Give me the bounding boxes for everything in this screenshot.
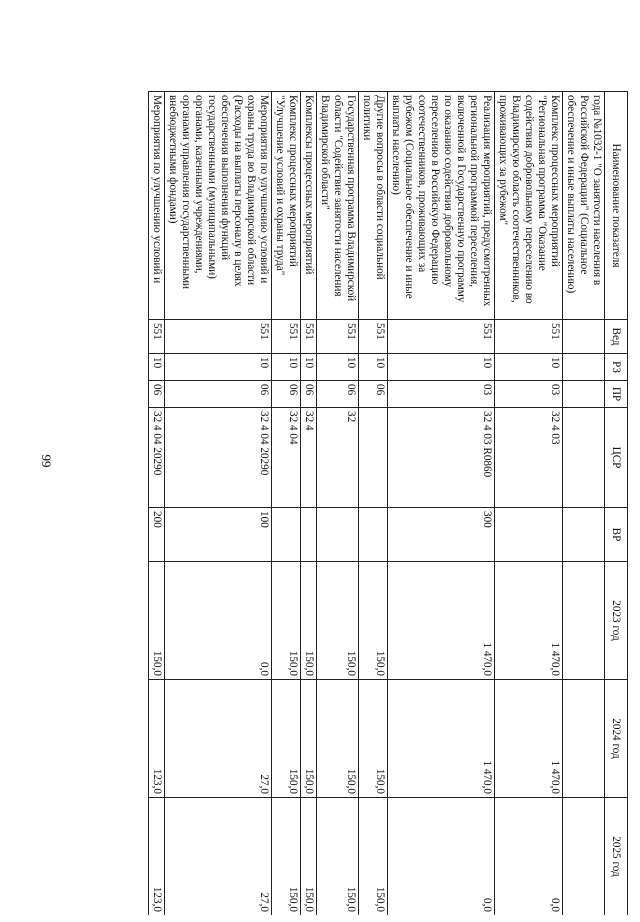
- cell-2024: 1 470,0: [388, 680, 495, 798]
- cell-vr: 200: [149, 508, 165, 562]
- cell-csr: [563, 408, 605, 508]
- cell-vr: [301, 508, 317, 562]
- cell-2023: [563, 562, 605, 680]
- cell-vr: [317, 508, 359, 562]
- header-vr: ВР: [605, 508, 628, 562]
- cell-vr: [359, 508, 388, 562]
- cell-rz: 10: [149, 354, 165, 381]
- cell-ved: 551: [388, 320, 495, 354]
- table-row: [165, 92, 272, 916]
- cell-vr: [272, 508, 301, 562]
- cell-pr: 03: [495, 381, 563, 408]
- table-row: [359, 92, 388, 916]
- cell-ved: 551: [317, 320, 359, 354]
- table-row: [495, 92, 563, 916]
- cell-rz: [563, 354, 605, 381]
- cell-ved: 551: [149, 320, 165, 354]
- cell-pr: 06: [272, 381, 301, 408]
- cell-csr: [359, 408, 388, 508]
- header-csr: ЦСР: [605, 408, 628, 508]
- table-row: [563, 92, 605, 916]
- cell-2025: 150,0: [359, 798, 388, 916]
- header-row: [605, 92, 628, 916]
- cell-2023: 150,0: [317, 562, 359, 680]
- cell-name: Другие вопросы в области социальной политики: [359, 92, 388, 320]
- cell-rz: 10: [165, 354, 272, 381]
- cell-2025: 150,0: [272, 798, 301, 916]
- header-name: Наименование показателя: [605, 92, 628, 320]
- page-number: 99: [39, 454, 54, 468]
- header-rz: РЗ: [605, 354, 628, 381]
- cell-ved: [563, 320, 605, 354]
- table-row: [317, 92, 359, 916]
- cell-2023: 150,0: [301, 562, 317, 680]
- cell-2023: 1 470,0: [388, 562, 495, 680]
- cell-name: Реализация мероприятий, предусмотренных региональной программой переселения, включенной в Государственную программу по оказанию содействия добровольному переселению в Российскую Федерацию соотечественников, проживающих за рубежом (Социальное обеспечение и иные выплаты населению): [388, 92, 495, 320]
- cell-pr: 06: [165, 381, 272, 408]
- cell-2025: 150,0: [301, 798, 317, 916]
- cell-csr: 32 4 04 20290: [149, 408, 165, 508]
- cell-vr: 100: [165, 508, 272, 562]
- cell-2023: 0,0: [165, 562, 272, 680]
- header-pr: ПР: [605, 381, 628, 408]
- cell-csr: 32 4 04 20290: [165, 408, 272, 508]
- header-2023: 2023 год: [605, 562, 628, 680]
- cell-2025: 0,0: [388, 798, 495, 916]
- cell-pr: 06: [317, 381, 359, 408]
- cell-csr: 32 4 03: [495, 408, 563, 508]
- cell-2024: 1 470,0: [495, 680, 563, 798]
- cell-name: Мероприятия по улучшению условий и охраны труда во Владимирской области (Расходы на выплаты персоналу в целях обеспечения выполнения функций государственными (муниципальными) органами, казенными учреждениями, органами управления государственными внебюджетными фондами): [165, 92, 272, 320]
- cell-2023: 150,0: [272, 562, 301, 680]
- cell-2024: [563, 680, 605, 798]
- cell-ved: 551: [359, 320, 388, 354]
- cell-pr: 06: [149, 381, 165, 408]
- cell-ved: 551: [301, 320, 317, 354]
- cell-2024: 123,0: [149, 680, 165, 798]
- header-ved: Вед: [605, 320, 628, 354]
- cell-rz: 10: [272, 354, 301, 381]
- cell-pr: 06: [359, 381, 388, 408]
- cell-name: Комплекс процессных мероприятий "Региональная программа "Оказание содействия добровольному переселению во Владимирскую область соотечественников, проживающих за рубежом": [495, 92, 563, 320]
- cell-ved: 551: [165, 320, 272, 354]
- cell-2024: 27,0: [165, 680, 272, 798]
- cell-2024: 150,0: [359, 680, 388, 798]
- table-row: [272, 92, 301, 916]
- cell-csr: 32 4 04: [272, 408, 301, 508]
- header-2024: 2024 год: [605, 680, 628, 798]
- table-row: [301, 92, 317, 916]
- cell-2023: 1 470,0: [495, 562, 563, 680]
- budget-table-container: [98, 91, 628, 915]
- cell-rz: 10: [495, 354, 563, 381]
- cell-2024: 150,0: [317, 680, 359, 798]
- cell-pr: [563, 381, 605, 408]
- table-row: [388, 92, 495, 916]
- cell-name: Государственная программа Владимирской области "Содействие занятости населения Владимирской области": [317, 92, 359, 320]
- cell-pr: 03: [388, 381, 495, 408]
- cell-vr: [563, 508, 605, 562]
- cell-2025: 27,0: [165, 798, 272, 916]
- cell-csr: 32 4 03 R0860: [388, 408, 495, 508]
- cell-ved: 551: [272, 320, 301, 354]
- cell-name: Комплекс процессных мероприятий "Улучшение условий и охраны труда": [272, 92, 301, 320]
- cell-2023: 150,0: [359, 562, 388, 680]
- rotated-table-layer: [98, 91, 628, 915]
- cell-csr: 32 4: [301, 408, 317, 508]
- cell-2023: 150,0: [149, 562, 165, 680]
- cell-rz: 10: [301, 354, 317, 381]
- cell-2024: 150,0: [301, 680, 317, 798]
- cell-ved: 551: [495, 320, 563, 354]
- cell-2024: 150,0: [272, 680, 301, 798]
- cell-pr: 06: [301, 381, 317, 408]
- cell-2025: [563, 798, 605, 916]
- cell-rz: 10: [359, 354, 388, 381]
- cell-rz: 10: [388, 354, 495, 381]
- cell-rz: 10: [317, 354, 359, 381]
- cell-2025: 123,0: [149, 798, 165, 916]
- cell-name: года №1032-1 "О занятости населения в Российской Федерации" (Социальное обеспечение и иные выплаты населению): [563, 92, 605, 320]
- cell-2025: 150,0: [317, 798, 359, 916]
- header-2025: 2025 год: [605, 798, 628, 916]
- cell-vr: 300: [388, 508, 495, 562]
- table-row: [149, 92, 165, 916]
- cell-csr: 32: [317, 408, 359, 508]
- cell-name: Мероприятия по улучшению условий и: [149, 92, 165, 320]
- cell-vr: [495, 508, 563, 562]
- cell-name: Комплексы процессных мероприятий: [301, 92, 317, 320]
- budget-table: [148, 91, 628, 915]
- cell-2025: 0,0: [495, 798, 563, 916]
